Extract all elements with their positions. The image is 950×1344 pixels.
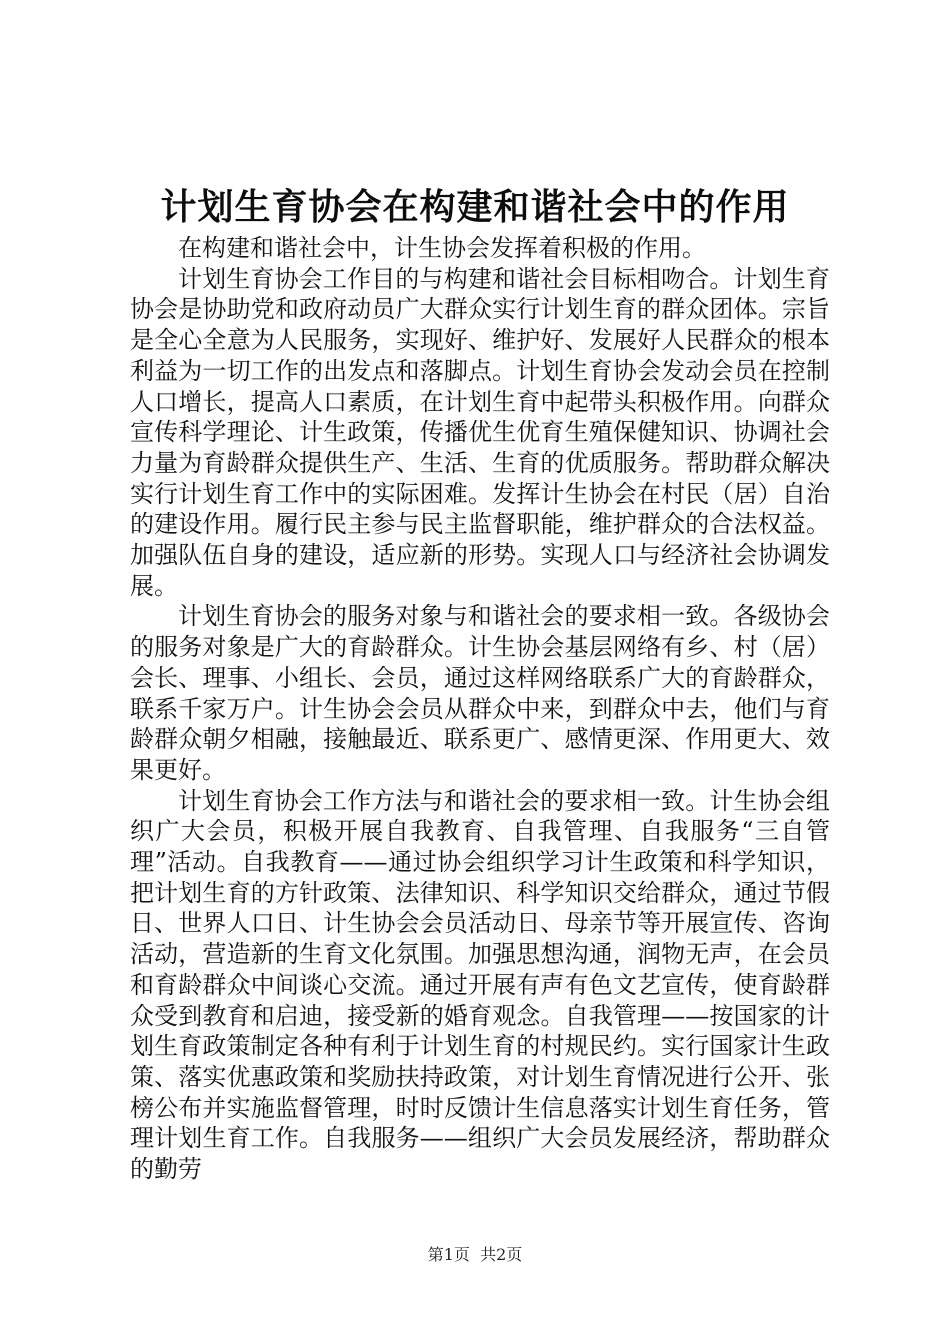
paragraph-work-methods: 计划生育协会工作方法与和谐社会的要求相一致。计生协会组织广大会员，积极开展自我教育、自我管理、自我服务“三自管理”活动。自我教育——通过协会组织学习计生政策和科学知识，把计划生育的方针政策、法律知识、科学知识交给群众，通过节假日、世界人口日、计生协会会员活动日、母亲节等开展宣传、咨询活动，营造新的生育文化氛围。加强思想沟通，润物无声，在会员和育龄群众中间谈心交流。通过开展有声有色文艺宣传，使育龄群众受到教育和启迪，接受新的婚育观念。自我管理——按国家的计划生育政策制定各种有利于计划生育的村规民约。实行国家计生政策、落实优惠政策和奖励扶持政策，对计划生育情况进行公开、张榜公布并实施监督管理，时时反馈计生信息落实计划生育任务，管理计划生育工作。自我服务——组织广大会员发展经济，帮助群众的勤劳 (130, 786, 830, 1184)
paragraph-intro: 在构建和谐社会中，计生协会发挥着积极的作用。 (178, 234, 706, 262)
document-title: 计划生育协会在构建和谐社会中的作用 (160, 187, 790, 228)
paragraph-purpose: 计划生育协会工作目的与构建和谐社会目标相吻合。计划生育协会是协助党和政府动员广大群众实行计划生育的群众团体。宗旨是全心全意为人民服务，实现好、维护好、发展好人民群众的根本利益为一切工作的出发点和落脚点。计划生育协会发动会员在控制人口增长，提高人口素质，在计划生育中起带头积极作用。向群众宣传科学理论、计生政策，传播优生优育生殖保健知识、协调社会力量为育龄群众提供生产、生活、生育的优质服务。帮助群众解决实行计划生育工作中的实际困难。发挥计生协会在村民（居）自治的建设作用。履行民主参与民主监督职能，维护群众的合法权益。加强队伍自身的建设，适应新的形势。实现人口与经济社会协调发展。 (130, 264, 830, 600)
paragraph-service-targets: 计划生育协会的服务对象与和谐社会的要求相一致。各级协会的服务对象是广大的育龄群众。计生协会基层网络有乡、村（居）会长、理事、小组长、会员，通过这样网络联系广大的育龄群众，联系千家万户。计生协会会员从群众中来，到群众中去，他们与育龄群众朝夕相融，接触最近、联系更广、感情更深、作用更大、效果更好。 (130, 602, 830, 784)
page-number-footer: 第1页 共2页 (427, 1245, 523, 1264)
document-body (130, 233, 830, 1185)
